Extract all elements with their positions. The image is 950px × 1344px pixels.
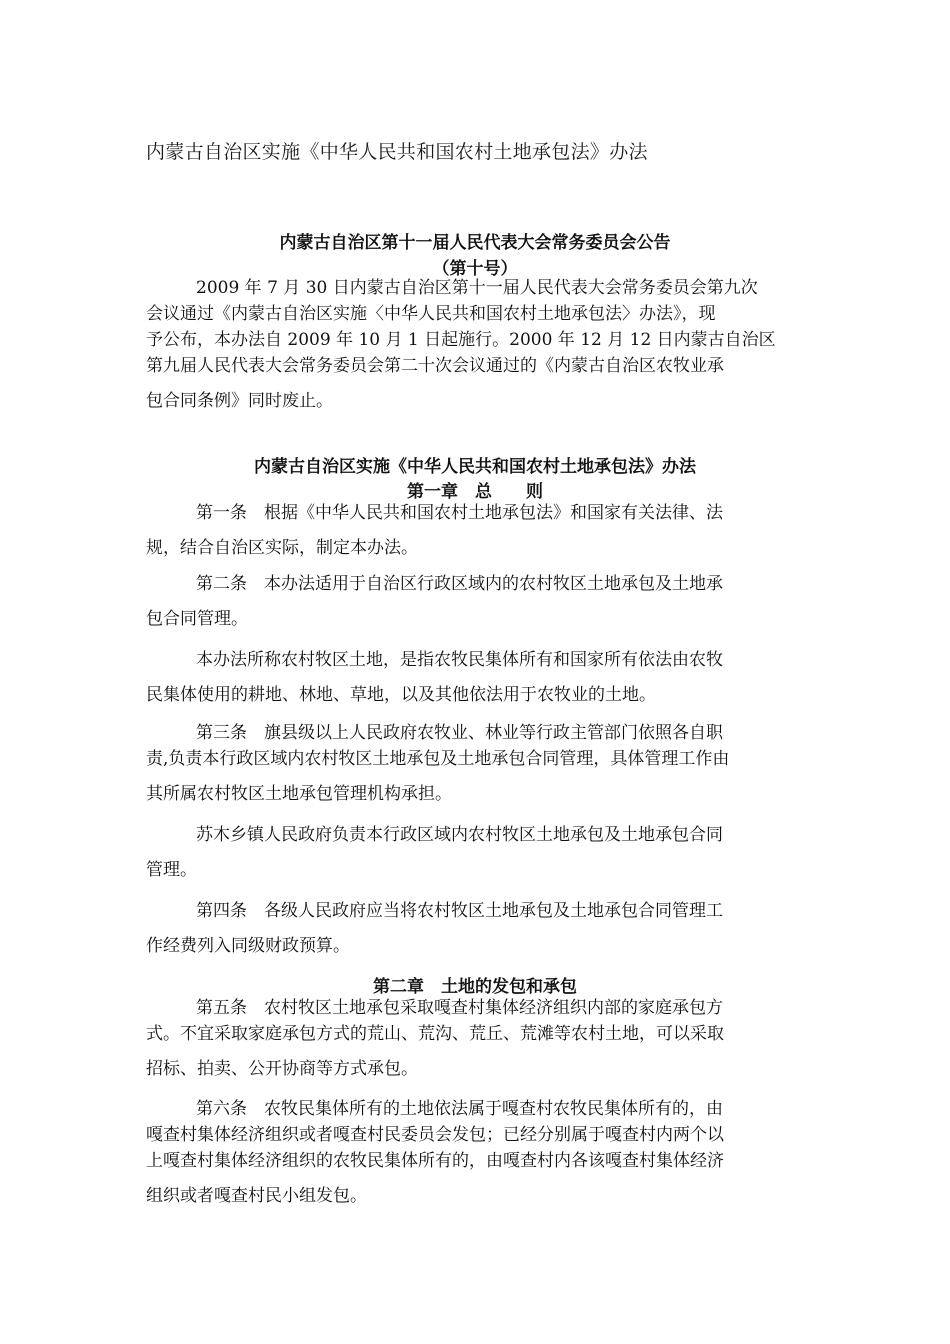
announcement-heading: 内蒙古自治区第十一届人民代表大会常务委员会公告 [279, 233, 671, 253]
document-title: 内蒙古自治区实施《中华人民共和国农村土地承包法》办法 [146, 141, 648, 163]
text-line: 包合同条例》同时废止。 [146, 391, 333, 411]
chapter-1-heading: 第一章 总 则 [407, 482, 543, 502]
text-line: 组织或者嘎查村民小组发包。 [146, 1186, 367, 1206]
text-line: 第九届人民代表大会常务委员会第二十次会议通过的《内蒙古自治区农牧业承 [146, 356, 724, 376]
law-title: 内蒙古自治区实施《中华人民共和国农村土地承包法》办法 [254, 457, 696, 477]
article-3-paragraph-2: 苏木乡镇人民政府负责本行政区域内农村牧区土地承包及土地承包合同 管理。 [146, 825, 723, 880]
text-line: 予公布，本办法自 2009 年 10 月 1 日起施行。2000 年 12 月 12 日内蒙古自治区 [146, 330, 776, 350]
article-1 [146, 500, 806, 566]
text-line: 其所属农村牧区土地承包管理机构承担。 [146, 784, 452, 804]
text-line: 第五条 农村牧区土地承包采取嘎查村集体经济组织内部的家庭承包方 [196, 998, 723, 1018]
article-2: 第二条 本办法适用于自治区行政区域内的农村牧区土地承包及土地承 包合同管理。 [146, 574, 723, 629]
article-6 [146, 1096, 806, 1214]
text-line: 式。不宜采取家庭承包方式的荒山、荒沟、荒丘、荒滩等农村土地，可以采取 [146, 1024, 724, 1044]
text-line: 第一条 根据《中华人民共和国农村土地承包法》和国家有关法律、法 [196, 503, 723, 523]
text-line: 2009 年 7 月 30 日内蒙古自治区第十一届人民代表大会常务委员会第九次 [196, 278, 758, 298]
announcement-body [146, 275, 806, 419]
text-line: 第三条 旗县级以上人民政府农牧业、林业等行政主管部门依照各自职 [196, 723, 723, 743]
announcement-number: （第十号） [432, 259, 518, 279]
text-line: 上嘎查村集体经济组织的农牧民集体所有的，由嘎查村内各该嘎查村集体经济 [146, 1151, 724, 1171]
text-line: 责,负责本行政区域内农村牧区土地承包及土地承包合同管理，具体管理工作由 [146, 749, 730, 769]
text-line: 招标、拍卖、公开协商等方式承包。 [146, 1059, 418, 1079]
text-line: 规，结合自治区实际，制定本办法。 [146, 538, 418, 558]
article-4: 第四条 各级人民政府应当将农村牧区土地承包及土地承包合同管理工 作经费列入同级财政预算。 [146, 901, 723, 956]
text-line: 第六条 农牧民集体所有的土地依法属于嘎查村农牧民集体所有的，由 [196, 1099, 723, 1119]
chapter-2-heading: 第二章 土地的发包和承包 [373, 977, 577, 997]
article-2-paragraph-2: 本办法所称农村牧区土地，是指农牧民集体所有和国家所有依法由农牧 民集体使用的耕地、林地、草地，以及其他依法用于农牧业的土地。 [146, 650, 723, 705]
text-line: 嘎查村集体经济组织或者嘎查村民委员会发包；已经分别属于嘎查村内两个以 [146, 1125, 724, 1145]
article-3 [146, 720, 806, 812]
text-line: 会议通过《内蒙古自治区实施〈中华人民共和国农村土地承包法〉办法》，现 [146, 304, 716, 324]
article-5 [146, 995, 806, 1087]
